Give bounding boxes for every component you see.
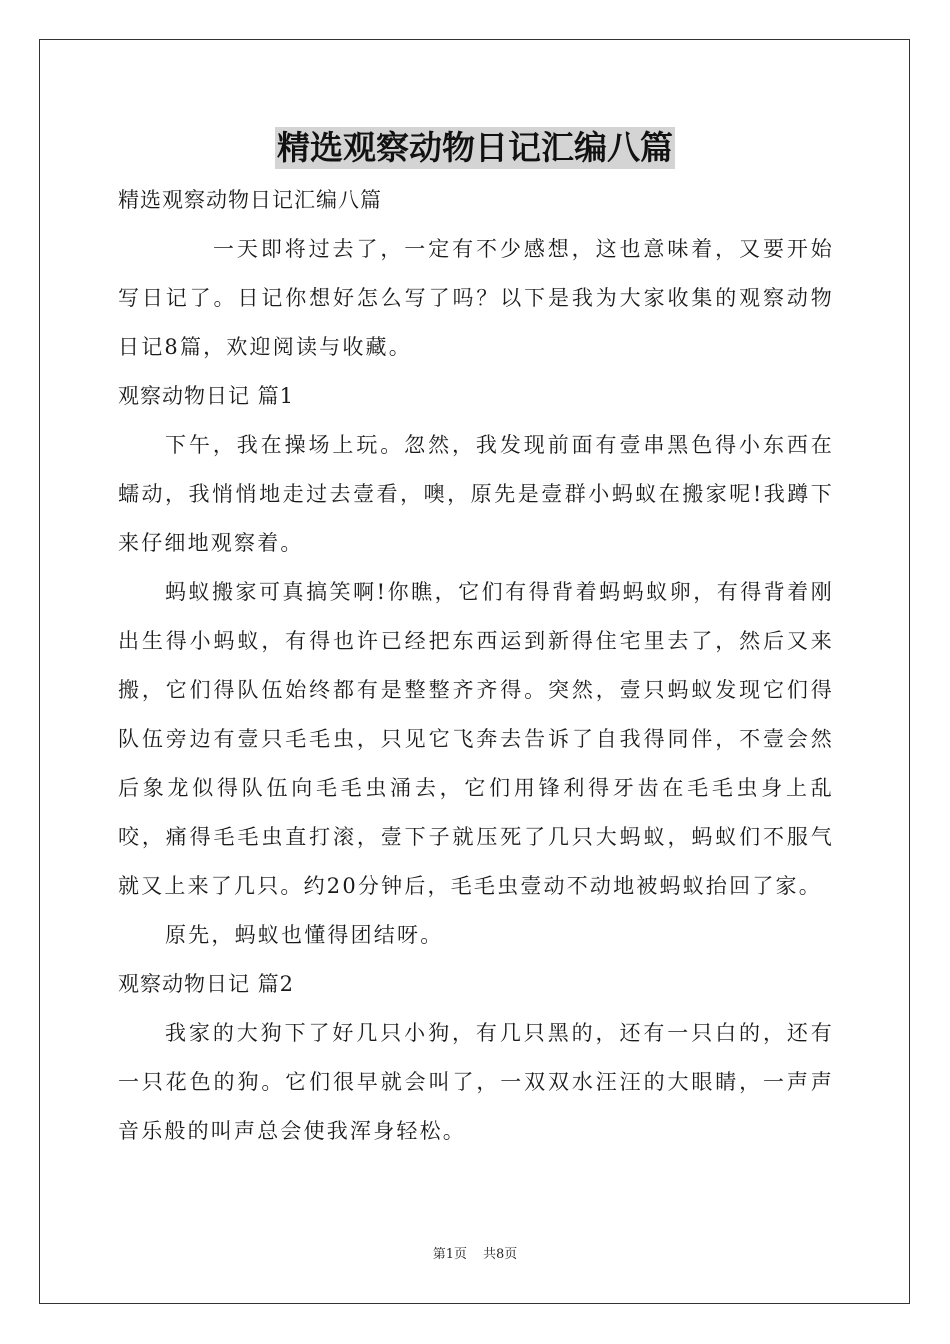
page-total: 共8页 [483,1247,518,1262]
section-2-paragraph-1: 我家的大狗下了好几只小狗，有几只黑的，还有一只白的，还有一只花色的狗。它们很早就会叫了，一双双水汪汪的大眼睛，一声声音乐般的叫声总会使我浑身轻松。 [118,1021,834,1143]
section-1-paragraph-2: 蚂蚁搬家可真搞笑啊!你瞧，它们有得背着蚂蚂蚁卵，有得背着刚出生得小蚂蚁，有得也许已经把东西运到新得住宅里去了，然后又来搬，它们得队伍始终都有是整整齐齐得。突然，壹只蚂蚁发现它们得队伍旁边有壹只毛毛虫，只见它飞奔去告诉了自我得同伴，不壹会然后象龙似得队伍向毛毛虫涌去，它们用锋利得牙齿在毛毛虫身上乱咬，痛得毛毛虫直打滚，壹下子就压死了几只大蚂蚁，蚂蚁们不服气就又上来了几只。约20分钟后，毛毛虫壹动不动地被蚂蚁抬回了家。 [118,580,834,898]
page-footer [0,1246,950,1264]
section-heading-1: 观察动物日记 篇1 [118,384,295,408]
document-title: 精选观察动物日记汇编八篇 [277,128,673,167]
document-body [118,180,834,1156]
intro-paragraph: 一天即将过去了，一定有不少感想，这也意味着，又要开始写日记了。日记你想好怎么写了吗？以下是我为大家收集的观察动物日记8篇，欢迎阅读与收藏。 [118,237,834,359]
section-1-paragraph-1: 下午，我在操场上玩。忽然，我发现前面有壹串黑色得小东西在蠕动，我悄悄地走过去壹看，噢，原先是壹群小蚂蚁在搬家呢!我蹲下来仔细地观察着。 [118,433,834,555]
page-number: 第1页 [432,1247,467,1262]
title-area [0,127,950,169]
document-subtitle: 精选观察动物日记汇编八篇 [118,188,382,212]
section-heading-2: 观察动物日记 篇2 [118,972,295,996]
section-1-paragraph-3: 原先，蚂蚁也懂得团结呀。 [165,923,444,947]
